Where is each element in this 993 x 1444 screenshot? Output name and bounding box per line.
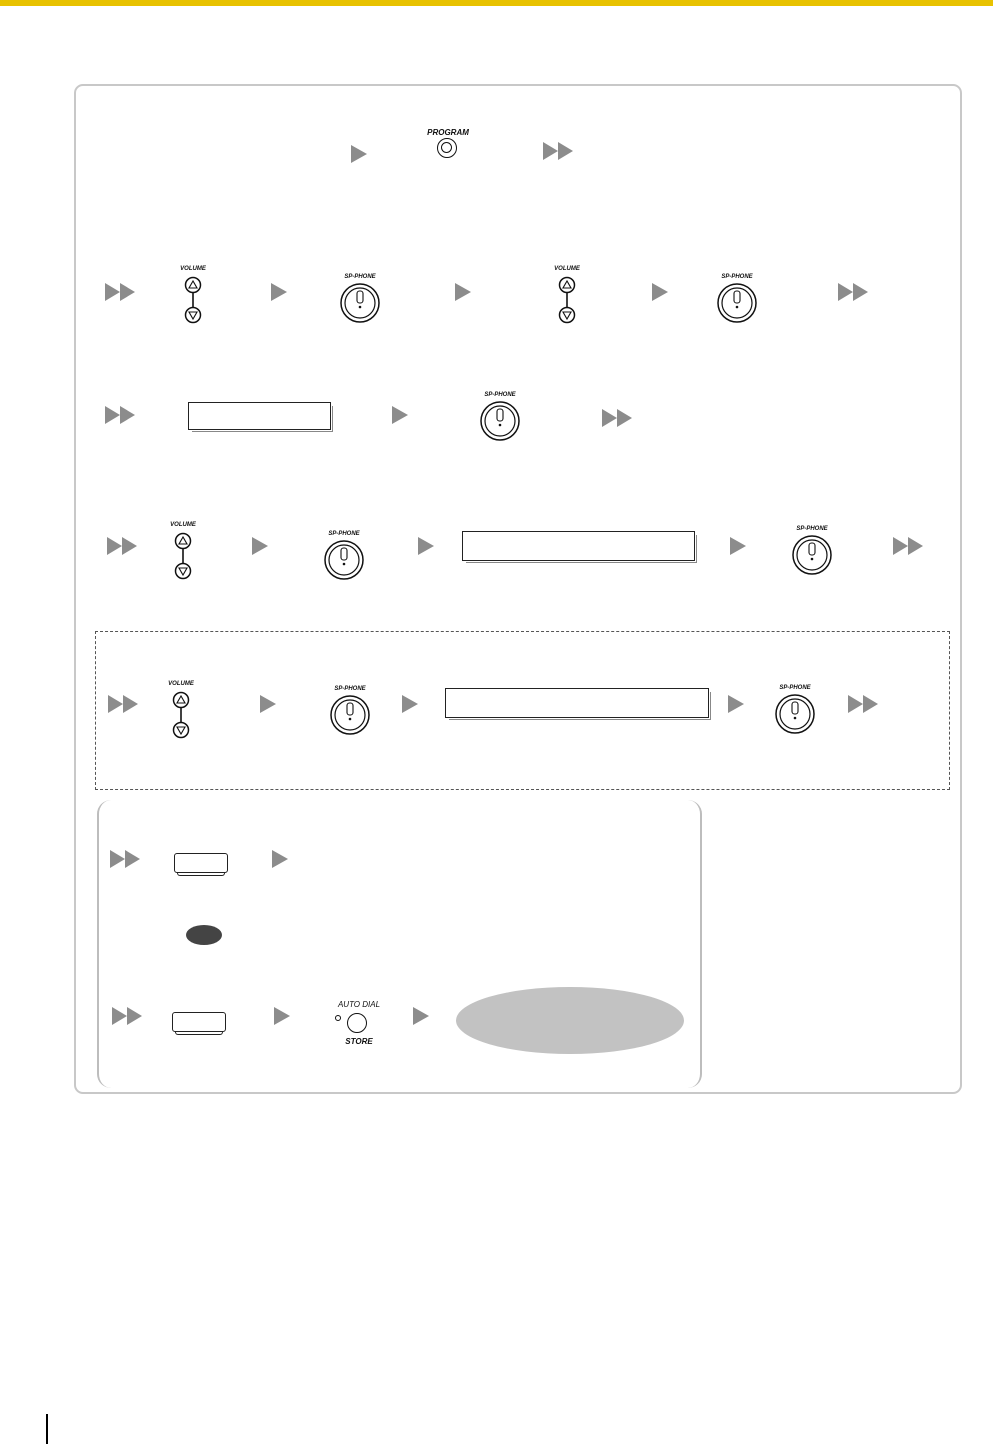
speakerphone-icon — [774, 693, 816, 735]
speakerphone-icon — [716, 282, 758, 324]
speakerphone-icon — [791, 534, 833, 576]
auto-dial-button-icon — [347, 1013, 367, 1033]
volume-up-down-icon — [556, 275, 578, 335]
gray-oval-area — [456, 987, 684, 1054]
arrow-next-icon — [272, 850, 288, 868]
sp-phone-label: SP-PHONE — [334, 686, 366, 692]
arrow-next-icon — [351, 145, 367, 163]
double-arrow-icon — [838, 283, 870, 301]
volume-buttons[interactable] — [547, 266, 587, 328]
dark-oval-indicator — [186, 925, 222, 945]
right-bracket — [688, 800, 702, 1088]
arrow-next-icon — [252, 537, 268, 555]
store-label: STORE — [345, 1037, 373, 1046]
speakerphone-icon — [339, 282, 381, 324]
double-arrow-icon — [893, 537, 925, 555]
sp-phone-button[interactable] — [470, 392, 530, 442]
double-arrow-icon — [602, 409, 634, 427]
arrow-next-icon — [392, 406, 408, 424]
volume-buttons[interactable] — [173, 266, 213, 328]
sp-phone-button[interactable] — [330, 274, 390, 324]
arrow-next-icon — [730, 537, 746, 555]
double-arrow-icon — [543, 142, 575, 160]
arrow-next-icon — [402, 695, 418, 713]
key-button[interactable] — [174, 853, 228, 873]
arrow-next-icon — [455, 283, 471, 301]
arrow-next-icon — [652, 283, 668, 301]
sp-phone-button[interactable] — [707, 274, 767, 324]
volume-label: VOLUME — [170, 522, 196, 528]
volume-up-down-icon — [172, 531, 194, 591]
double-arrow-icon — [107, 537, 139, 555]
program-button-icon — [437, 138, 457, 158]
arrow-next-icon — [728, 695, 744, 713]
volume-label: VOLUME — [180, 266, 206, 272]
sp-phone-label: SP-PHONE — [796, 526, 828, 532]
auto-dial-label: AUTO DIAL — [337, 1000, 381, 1009]
sp-phone-label: SP-PHONE — [484, 392, 516, 398]
sp-phone-label: SP-PHONE — [328, 531, 360, 537]
sp-phone-button[interactable] — [320, 686, 380, 736]
double-arrow-icon — [105, 283, 137, 301]
double-arrow-icon — [105, 406, 137, 424]
arrow-next-icon — [274, 1007, 290, 1025]
speakerphone-icon — [323, 539, 365, 581]
volume-buttons[interactable] — [161, 681, 201, 743]
lcd-display-box — [462, 531, 695, 561]
sp-phone-button[interactable] — [314, 531, 374, 581]
led-indicator-icon — [335, 1015, 341, 1021]
arrow-next-icon — [418, 537, 434, 555]
left-bracket — [97, 800, 111, 1088]
sp-phone-button[interactable] — [782, 526, 842, 576]
program-label: PROGRAM — [427, 128, 469, 137]
sp-phone-label: SP-PHONE — [721, 274, 753, 280]
volume-up-down-icon — [170, 690, 192, 750]
double-arrow-icon — [848, 695, 880, 713]
arrow-next-icon — [260, 695, 276, 713]
arrow-next-icon — [271, 283, 287, 301]
sp-phone-button[interactable] — [765, 685, 825, 735]
lcd-display-box — [445, 688, 709, 718]
page-margin-rule — [46, 1414, 48, 1444]
volume-label: VOLUME — [168, 681, 194, 687]
sp-phone-label: SP-PHONE — [779, 685, 811, 691]
auto-dial-store-button[interactable] — [332, 1000, 386, 1050]
volume-label: VOLUME — [554, 266, 580, 272]
double-arrow-icon — [108, 695, 140, 713]
key-button[interactable] — [172, 1012, 226, 1032]
arrow-next-icon — [413, 1007, 429, 1025]
volume-buttons[interactable] — [163, 522, 203, 584]
speakerphone-icon — [329, 694, 371, 736]
double-arrow-icon — [112, 1007, 144, 1025]
lcd-display-box — [188, 402, 331, 430]
sp-phone-label: SP-PHONE — [344, 274, 376, 280]
volume-up-down-icon — [182, 275, 204, 335]
top-accent-bar — [0, 0, 993, 6]
double-arrow-icon — [110, 850, 142, 868]
program-button[interactable] — [418, 128, 478, 168]
speakerphone-icon — [479, 400, 521, 442]
